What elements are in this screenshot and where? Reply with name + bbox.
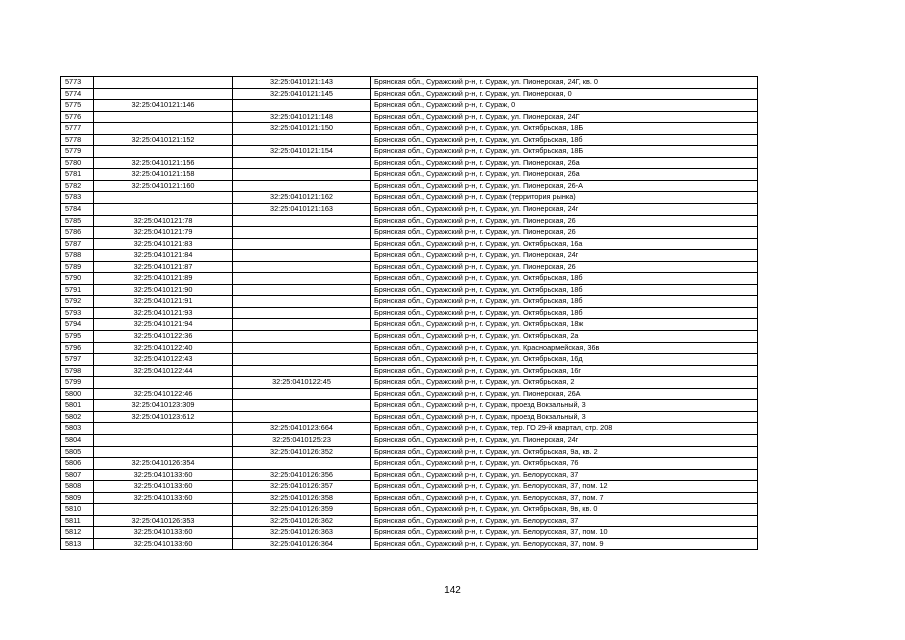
table-row bbox=[61, 273, 758, 285]
row-number-cell: 5792 bbox=[61, 296, 94, 308]
building-number-cell: 32:25:0410126:363 bbox=[233, 527, 371, 539]
building-number-cell: 32:25:0410126:356 bbox=[233, 469, 371, 481]
table-row bbox=[61, 307, 758, 319]
table-row bbox=[61, 377, 758, 389]
address-cell: Брянская обл., Суражский р-н, г. Сураж (территория рынка) bbox=[371, 192, 758, 204]
row-number-cell: 5797 bbox=[61, 354, 94, 366]
table-row bbox=[61, 77, 758, 89]
table-row bbox=[61, 331, 758, 343]
building-number-cell: 32:25:0410121:162 bbox=[233, 192, 371, 204]
building-number-cell bbox=[233, 458, 371, 470]
address-cell: Брянская обл., Суражский р-н, г. Сураж, ул. Белорусская, 37 bbox=[371, 469, 758, 481]
address-cell: Брянская обл., Суражский р-н, г. Сураж, ул. Октябрьская, 18б bbox=[371, 273, 758, 285]
land-parcel-number-cell bbox=[94, 423, 233, 435]
table-row bbox=[61, 388, 758, 400]
building-number-cell bbox=[233, 296, 371, 308]
land-parcel-number-cell: 32:25:0410121:78 bbox=[94, 215, 233, 227]
table-row bbox=[61, 215, 758, 227]
address-cell: Брянская обл., Суражский р-н, г. Сураж, ул. Белорусская, 37, пом. 9 bbox=[371, 538, 758, 550]
building-number-cell bbox=[233, 100, 371, 112]
table-row bbox=[61, 481, 758, 493]
building-number-cell bbox=[233, 250, 371, 262]
land-parcel-number-cell: 32:25:0410126:354 bbox=[94, 458, 233, 470]
land-parcel-number-cell: 32:25:0410121:79 bbox=[94, 227, 233, 239]
table-row bbox=[61, 261, 758, 273]
address-cell: Брянская обл., Суражский р-н, г. Сураж, ул. Белорусская, 37, пом. 10 bbox=[371, 527, 758, 539]
building-number-cell bbox=[233, 319, 371, 331]
row-number-cell: 5808 bbox=[61, 481, 94, 493]
row-number-cell: 5805 bbox=[61, 446, 94, 458]
land-parcel-number-cell bbox=[94, 377, 233, 389]
land-parcel-number-cell: 32:25:0410133:60 bbox=[94, 481, 233, 493]
building-number-cell: 32:25:0410121:163 bbox=[233, 204, 371, 216]
row-number-cell: 5784 bbox=[61, 204, 94, 216]
row-number-cell: 5806 bbox=[61, 458, 94, 470]
table-row bbox=[61, 88, 758, 100]
building-number-cell: 32:25:0410121:150 bbox=[233, 123, 371, 135]
table-row bbox=[61, 504, 758, 516]
address-cell: Брянская обл., Суражский р-н, г. Сураж, ул. Белорусская, 37, пом. 7 bbox=[371, 492, 758, 504]
row-number-cell: 5812 bbox=[61, 527, 94, 539]
land-parcel-number-cell bbox=[94, 192, 233, 204]
row-number-cell: 5810 bbox=[61, 504, 94, 516]
address-cell: Брянская обл., Суражский р-н, г. Сураж, ул. Пионерская, 24Г, кв. 0 bbox=[371, 77, 758, 89]
row-number-cell: 5777 bbox=[61, 123, 94, 135]
page-number: 142 bbox=[444, 585, 461, 596]
address-cell: Брянская обл., Суражский р-н, г. Сураж, ул. Октябрьская, 18б bbox=[371, 296, 758, 308]
land-parcel-number-cell: 32:25:0410121:89 bbox=[94, 273, 233, 285]
address-cell: Брянская обл., Суражский р-н, г. Сураж, ул. Пионерская, 24г bbox=[371, 250, 758, 262]
address-cell: Брянская обл., Суражский р-н, г. Сураж, ул. Октябрьская, 18б bbox=[371, 284, 758, 296]
land-parcel-number-cell: 32:25:0410121:90 bbox=[94, 284, 233, 296]
table-row bbox=[61, 458, 758, 470]
row-number-cell: 5773 bbox=[61, 77, 94, 89]
land-parcel-number-cell: 32:25:0410133:60 bbox=[94, 538, 233, 550]
table-row bbox=[61, 527, 758, 539]
land-parcel-number-cell bbox=[94, 111, 233, 123]
table-row bbox=[61, 180, 758, 192]
address-cell: Брянская обл., Суражский р-н, г. Сураж, ул. Октябрьская, 9в, кв. 0 bbox=[371, 504, 758, 516]
land-parcel-number-cell: 32:25:0410122:40 bbox=[94, 342, 233, 354]
address-cell: Брянская обл., Суражский р-н, г. Сураж, ул. Пионерская, 26 bbox=[371, 261, 758, 273]
address-cell: Брянская обл., Суражский р-н, г. Сураж, ул. Октябрьская, 76 bbox=[371, 458, 758, 470]
table-row bbox=[61, 134, 758, 146]
row-number-cell: 5798 bbox=[61, 365, 94, 377]
building-number-cell bbox=[233, 227, 371, 239]
row-number-cell: 5779 bbox=[61, 146, 94, 158]
table-row bbox=[61, 296, 758, 308]
building-number-cell: 32:25:0410126:352 bbox=[233, 446, 371, 458]
table-row bbox=[61, 342, 758, 354]
table-row bbox=[61, 146, 758, 158]
land-parcel-number-cell: 32:25:0410121:160 bbox=[94, 180, 233, 192]
land-parcel-number-cell bbox=[94, 77, 233, 89]
address-cell: Брянская обл., Суражский р-н, г. Сураж, ул. Пионерская, 26а bbox=[371, 157, 758, 169]
land-parcel-number-cell: 32:25:0410121:156 bbox=[94, 157, 233, 169]
address-cell: Брянская обл., Суражский р-н, г. Сураж, ул. Пионерская, 26 bbox=[371, 215, 758, 227]
land-parcel-number-cell: 32:25:0410122:46 bbox=[94, 388, 233, 400]
table-row bbox=[61, 123, 758, 135]
row-number-cell: 5778 bbox=[61, 134, 94, 146]
address-cell: Брянская обл., Суражский р-н, г. Сураж, проезд Вокзальный, 3 bbox=[371, 411, 758, 423]
table-row bbox=[61, 284, 758, 296]
building-number-cell bbox=[233, 365, 371, 377]
land-parcel-number-cell: 32:25:0410126:353 bbox=[94, 515, 233, 527]
table-row bbox=[61, 400, 758, 412]
address-cell: Брянская обл., Суражский р-н, г. Сураж, ул. Октябрьская, 18ж bbox=[371, 319, 758, 331]
land-parcel-number-cell bbox=[94, 204, 233, 216]
address-cell: Брянская обл., Суражский р-н, г. Сураж, ул. Белорусская, 37 bbox=[371, 515, 758, 527]
row-number-cell: 5813 bbox=[61, 538, 94, 550]
table-row bbox=[61, 434, 758, 446]
table-row bbox=[61, 238, 758, 250]
row-number-cell: 5803 bbox=[61, 423, 94, 435]
table-row bbox=[61, 204, 758, 216]
table-row bbox=[61, 227, 758, 239]
building-number-cell: 32:25:0410126:357 bbox=[233, 481, 371, 493]
land-parcel-number-cell: 32:25:0410122:43 bbox=[94, 354, 233, 366]
row-number-cell: 5794 bbox=[61, 319, 94, 331]
building-number-cell: 32:25:0410121:145 bbox=[233, 88, 371, 100]
row-number-cell: 5776 bbox=[61, 111, 94, 123]
land-parcel-number-cell: 32:25:0410121:83 bbox=[94, 238, 233, 250]
row-number-cell: 5800 bbox=[61, 388, 94, 400]
row-number-cell: 5807 bbox=[61, 469, 94, 481]
land-parcel-number-cell: 32:25:0410122:36 bbox=[94, 331, 233, 343]
building-number-cell bbox=[233, 307, 371, 319]
land-parcel-number-cell: 32:25:0410121:158 bbox=[94, 169, 233, 181]
table-row bbox=[61, 492, 758, 504]
land-parcel-number-cell: 32:25:0410121:84 bbox=[94, 250, 233, 262]
row-number-cell: 5782 bbox=[61, 180, 94, 192]
row-number-cell: 5795 bbox=[61, 331, 94, 343]
row-number-cell: 5781 bbox=[61, 169, 94, 181]
row-number-cell: 5775 bbox=[61, 100, 94, 112]
building-number-cell bbox=[233, 215, 371, 227]
address-cell: Брянская обл., Суражский р-н, г. Сураж, тер. ГО 29-й квартал, стр. 208 bbox=[371, 423, 758, 435]
building-number-cell: 32:25:0410126:364 bbox=[233, 538, 371, 550]
building-number-cell bbox=[233, 169, 371, 181]
building-number-cell bbox=[233, 261, 371, 273]
address-cell: Брянская обл., Суражский р-н, г. Сураж, ул. Пионерская, 26а bbox=[371, 169, 758, 181]
building-number-cell bbox=[233, 411, 371, 423]
building-number-cell bbox=[233, 284, 371, 296]
building-number-cell bbox=[233, 134, 371, 146]
table-row bbox=[61, 192, 758, 204]
address-cell: Брянская обл., Суражский р-н, г. Сураж, ул. Пионерская, 26А bbox=[371, 388, 758, 400]
land-parcel-number-cell: 32:25:0410121:91 bbox=[94, 296, 233, 308]
row-number-cell: 5785 bbox=[61, 215, 94, 227]
row-number-cell: 5783 bbox=[61, 192, 94, 204]
building-number-cell: 32:25:0410121:143 bbox=[233, 77, 371, 89]
cadastral-table-body bbox=[61, 77, 758, 550]
row-number-cell: 5791 bbox=[61, 284, 94, 296]
address-cell: Брянская обл., Суражский р-н, г. Сураж, ул. Пионерская, 0 bbox=[371, 88, 758, 100]
address-cell: Брянская обл., Суражский р-н, г. Сураж, ул. Октябрьская, 16д bbox=[371, 354, 758, 366]
building-number-cell: 32:25:0410121:148 bbox=[233, 111, 371, 123]
land-parcel-number-cell: 32:25:0410121:87 bbox=[94, 261, 233, 273]
table-row bbox=[61, 538, 758, 550]
row-number-cell: 5774 bbox=[61, 88, 94, 100]
address-cell: Брянская обл., Суражский р-н, г. Сураж, ул. Пионерская, 24г bbox=[371, 204, 758, 216]
building-number-cell: 32:25:0410126:362 bbox=[233, 515, 371, 527]
row-number-cell: 5802 bbox=[61, 411, 94, 423]
building-number-cell bbox=[233, 400, 371, 412]
row-number-cell: 5788 bbox=[61, 250, 94, 262]
land-parcel-number-cell: 32:25:0410121:93 bbox=[94, 307, 233, 319]
row-number-cell: 5787 bbox=[61, 238, 94, 250]
row-number-cell: 5811 bbox=[61, 515, 94, 527]
row-number-cell: 5796 bbox=[61, 342, 94, 354]
address-cell: Брянская обл., Суражский р-н, г. Сураж, ул. Октябрьская, 16г bbox=[371, 365, 758, 377]
building-number-cell bbox=[233, 238, 371, 250]
row-number-cell: 5780 bbox=[61, 157, 94, 169]
table-row bbox=[61, 354, 758, 366]
address-cell: Брянская обл., Суражский р-н, г. Сураж, ул. Октябрьская, 9а, кв. 2 bbox=[371, 446, 758, 458]
land-parcel-number-cell: 32:25:0410121:94 bbox=[94, 319, 233, 331]
land-parcel-number-cell: 32:25:0410123:612 bbox=[94, 411, 233, 423]
address-cell: Брянская обл., Суражский р-н, г. Сураж, ул. Красноармейская, 36в bbox=[371, 342, 758, 354]
address-cell: Брянская обл., Суражский р-н, г. Сураж, ул. Пионерская, 24Г bbox=[371, 111, 758, 123]
building-number-cell: 32:25:0410123:664 bbox=[233, 423, 371, 435]
land-parcel-number-cell: 32:25:0410121:146 bbox=[94, 100, 233, 112]
cadastral-table bbox=[60, 76, 758, 550]
building-number-cell bbox=[233, 342, 371, 354]
address-cell: Брянская обл., Суражский р-н, г. Сураж, ул. Белорусская, 37, пом. 12 bbox=[371, 481, 758, 493]
land-parcel-number-cell: 32:25:0410123:309 bbox=[94, 400, 233, 412]
address-cell: Брянская обл., Суражский р-н, г. Сураж, ул. Октябрьская, 18б bbox=[371, 307, 758, 319]
address-cell: Брянская обл., Суражский р-н, г. Сураж, ул. Пионерская, 26 bbox=[371, 227, 758, 239]
building-number-cell bbox=[233, 273, 371, 285]
row-number-cell: 5790 bbox=[61, 273, 94, 285]
row-number-cell: 5804 bbox=[61, 434, 94, 446]
table-row bbox=[61, 515, 758, 527]
row-number-cell: 5789 bbox=[61, 261, 94, 273]
address-cell: Брянская обл., Суражский р-н, г. Сураж, ул. Октябрьская, 18Б bbox=[371, 123, 758, 135]
row-number-cell: 5786 bbox=[61, 227, 94, 239]
building-number-cell: 32:25:0410126:359 bbox=[233, 504, 371, 516]
table-row bbox=[61, 469, 758, 481]
building-number-cell: 32:25:0410125:23 bbox=[233, 434, 371, 446]
table-row bbox=[61, 169, 758, 181]
land-parcel-number-cell: 32:25:0410122:44 bbox=[94, 365, 233, 377]
address-cell: Брянская обл., Суражский р-н, г. Сураж, ул. Октябрьская, 2а bbox=[371, 331, 758, 343]
table-row bbox=[61, 319, 758, 331]
table-row bbox=[61, 446, 758, 458]
land-parcel-number-cell: 32:25:0410133:60 bbox=[94, 527, 233, 539]
table-row bbox=[61, 365, 758, 377]
table-row bbox=[61, 111, 758, 123]
table-row bbox=[61, 157, 758, 169]
address-cell: Брянская обл., Суражский р-н, г. Сураж, проезд Вокзальный, 3 bbox=[371, 400, 758, 412]
land-parcel-number-cell bbox=[94, 88, 233, 100]
table-row bbox=[61, 100, 758, 112]
address-cell: Брянская обл., Суражский р-н, г. Сураж, ул. Октябрьская, 2 bbox=[371, 377, 758, 389]
address-cell: Брянская обл., Суражский р-н, г. Сураж, 0 bbox=[371, 100, 758, 112]
land-parcel-number-cell: 32:25:0410133:60 bbox=[94, 469, 233, 481]
land-parcel-number-cell: 32:25:0410121:152 bbox=[94, 134, 233, 146]
row-number-cell: 5793 bbox=[61, 307, 94, 319]
building-number-cell: 32:25:0410122:45 bbox=[233, 377, 371, 389]
address-cell: Брянская обл., Суражский р-н, г. Сураж, ул. Пионерская, 24г bbox=[371, 434, 758, 446]
land-parcel-number-cell bbox=[94, 446, 233, 458]
land-parcel-number-cell bbox=[94, 123, 233, 135]
building-number-cell bbox=[233, 331, 371, 343]
table-row bbox=[61, 423, 758, 435]
address-cell: Брянская обл., Суражский р-н, г. Сураж, ул. Октябрьская, 16а bbox=[371, 238, 758, 250]
land-parcel-number-cell bbox=[94, 504, 233, 516]
address-cell: Брянская обл., Суражский р-н, г. Сураж, ул. Октябрьская, 18Б bbox=[371, 146, 758, 158]
building-number-cell bbox=[233, 354, 371, 366]
building-number-cell bbox=[233, 388, 371, 400]
land-parcel-number-cell bbox=[94, 146, 233, 158]
row-number-cell: 5801 bbox=[61, 400, 94, 412]
address-cell: Брянская обл., Суражский р-н, г. Сураж, ул. Пионерская, 26-А bbox=[371, 180, 758, 192]
building-number-cell bbox=[233, 157, 371, 169]
address-cell: Брянская обл., Суражский р-н, г. Сураж, ул. Октябрьская, 18б bbox=[371, 134, 758, 146]
table-row bbox=[61, 411, 758, 423]
building-number-cell: 32:25:0410126:358 bbox=[233, 492, 371, 504]
row-number-cell: 5799 bbox=[61, 377, 94, 389]
land-parcel-number-cell bbox=[94, 434, 233, 446]
row-number-cell: 5809 bbox=[61, 492, 94, 504]
table-row bbox=[61, 250, 758, 262]
building-number-cell: 32:25:0410121:154 bbox=[233, 146, 371, 158]
land-parcel-number-cell: 32:25:0410133:60 bbox=[94, 492, 233, 504]
building-number-cell bbox=[233, 180, 371, 192]
